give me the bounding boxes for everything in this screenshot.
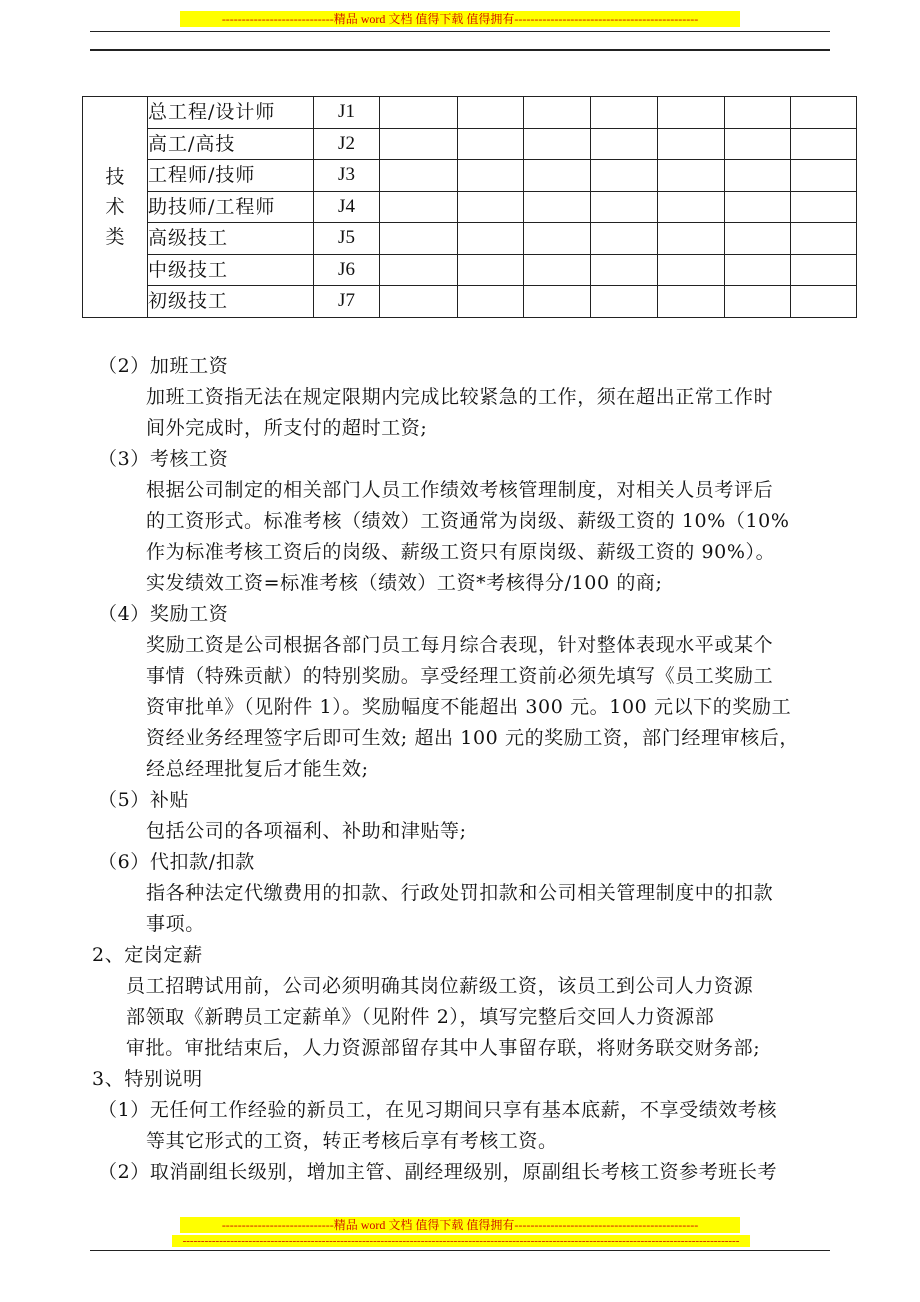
empty-cell — [458, 286, 524, 318]
empty-cell — [791, 191, 857, 223]
grade-code: J5 — [314, 223, 380, 255]
empty-cell — [380, 191, 458, 223]
paragraph-line: 间外完成时，所支付的超时工资; — [146, 417, 428, 439]
section-heading-special-notes: 3、特别说明 — [92, 1068, 203, 1090]
paragraph-line: 指各种法定代缴费用的扣款、行政处罚扣款和公司相关管理制度中的扣款 — [146, 882, 774, 904]
paragraph-line: 事情（特殊贡献）的特别奖励。享受经理工资前必须先填写《员工奖励工 — [146, 665, 774, 687]
empty-cell — [791, 286, 857, 318]
paragraph-line: （1）无任何工作经验的新员工，在见习期间只享有基本底薪，不享受绩效考核 — [98, 1099, 778, 1121]
empty-cell — [658, 128, 725, 160]
empty-cell — [791, 160, 857, 192]
paragraph-line: 加班工资指无法在规定限期内完成比较紧急的工作，须在超出正常工作时 — [146, 386, 774, 408]
grade-code: J6 — [314, 254, 380, 286]
paragraph-line: 经总经理批复后才能生效; — [146, 758, 369, 780]
empty-cell — [591, 160, 658, 192]
section-heading-assessment: （3）考核工资 — [98, 448, 229, 470]
paragraph-line: 作为标准考核工资后的岗级、薪级工资只有原岗级、薪级工资的 90%）。 — [146, 541, 776, 563]
empty-cell — [524, 191, 591, 223]
empty-cell — [725, 286, 791, 318]
table-row — [83, 191, 857, 223]
paragraph-line: （2）取消副组长级别，增加主管、副经理级别，原副组长考核工资参考班长考 — [98, 1161, 778, 1183]
table-row — [83, 160, 857, 192]
empty-cell — [591, 191, 658, 223]
empty-cell — [791, 97, 857, 129]
empty-cell — [658, 191, 725, 223]
grade-code: J2 — [314, 128, 380, 160]
footer-banner: ----------------------------精品 word 文档 值得下载 值得拥有---------------------------------------------- — [180, 1217, 740, 1233]
table-row — [83, 286, 857, 318]
grade-code: J7 — [314, 286, 380, 318]
category-char: 技 — [105, 165, 125, 188]
header-banner: ----------------------------精品 word 文档 值得下载 值得拥有---------------------------------------------- — [180, 11, 740, 27]
empty-cell — [380, 160, 458, 192]
paragraph-line: 根据公司制定的相关部门人员工作绩效考核管理制度，对相关人员考评后 — [146, 479, 774, 501]
table-row — [83, 254, 857, 286]
empty-cell — [524, 286, 591, 318]
grade-code: J4 — [314, 191, 380, 223]
grade-code: J3 — [314, 160, 380, 192]
position-title: 工程师/技师 — [148, 160, 314, 192]
empty-cell — [380, 223, 458, 255]
position-title: 初级技工 — [148, 286, 314, 318]
empty-cell — [725, 160, 791, 192]
section-heading-deduction: （6）代扣款/扣款 — [98, 851, 255, 873]
empty-cell — [658, 160, 725, 192]
position-title: 总工程/设计师 — [148, 97, 314, 129]
empty-cell — [725, 223, 791, 255]
empty-cell — [524, 97, 591, 129]
paragraph-line: 的工资形式。标准考核（绩效）工资通常为岗级、薪级工资的 10%（10% — [146, 510, 790, 532]
empty-cell — [725, 97, 791, 129]
empty-cell — [591, 254, 658, 286]
paragraph-line: 奖励工资是公司根据各部门员工每月综合表现，针对整体表现水平或某个 — [146, 634, 774, 656]
section-heading-subsidy: （5）补贴 — [98, 789, 190, 811]
empty-cell — [380, 286, 458, 318]
table-row — [83, 97, 857, 129]
empty-cell — [458, 254, 524, 286]
empty-cell — [380, 128, 458, 160]
grade-table — [82, 96, 857, 318]
paragraph-line: 员工招聘试用前，公司必须明确其岗位薪级工资，该员工到公司人力资源 — [126, 975, 754, 997]
paragraph-line: 事项。 — [146, 913, 205, 935]
empty-cell — [458, 128, 524, 160]
footer-dash-line: -------------------------------------------------------------------------------------------------------------------------------------------------------- — [172, 1235, 750, 1247]
position-title: 高级技工 — [148, 223, 314, 255]
empty-cell — [591, 286, 658, 318]
empty-cell — [791, 128, 857, 160]
position-title: 中级技工 — [148, 254, 314, 286]
empty-cell — [725, 128, 791, 160]
empty-cell — [524, 128, 591, 160]
paragraph-line: 等其它形式的工资，转正考核后享有考核工资。 — [146, 1130, 558, 1152]
empty-cell — [658, 286, 725, 318]
header-rule-thick — [90, 49, 830, 51]
empty-cell — [380, 254, 458, 286]
paragraph-line: 资经业务经理签字后即可生效; 超出 100 元的奖励工资，部门经理审核后， — [146, 727, 799, 749]
category-cell — [83, 97, 148, 318]
empty-cell — [658, 223, 725, 255]
footer-rule — [90, 1250, 830, 1251]
section-heading-salary-setting: 2、定岗定薪 — [92, 944, 203, 966]
empty-cell — [524, 223, 591, 255]
paragraph-line: 审批。审批结束后，人力资源部留存其中人事留存联，将财务联交财务部; — [126, 1037, 761, 1059]
category-char: 术 — [105, 195, 125, 218]
empty-cell — [791, 223, 857, 255]
empty-cell — [380, 97, 458, 129]
position-title: 助技师/工程师 — [148, 191, 314, 223]
empty-cell — [524, 254, 591, 286]
empty-cell — [791, 254, 857, 286]
empty-cell — [591, 97, 658, 129]
empty-cell — [658, 254, 725, 286]
section-heading-bonus: （4）奖励工资 — [98, 603, 229, 625]
paragraph-line: 实发绩效工资=标准考核（绩效）工资*考核得分/100 的商; — [146, 572, 663, 594]
empty-cell — [591, 128, 658, 160]
empty-cell — [458, 191, 524, 223]
category-char: 类 — [105, 225, 125, 248]
empty-cell — [524, 160, 591, 192]
header-rule — [90, 31, 830, 32]
section-heading-overtime: （2）加班工资 — [98, 355, 229, 377]
empty-cell — [458, 160, 524, 192]
empty-cell — [591, 223, 658, 255]
paragraph-line: 部领取《新聘员工定薪单》（见附件 2），填写完整后交回人力资源部 — [126, 1006, 715, 1028]
empty-cell — [658, 97, 725, 129]
empty-cell — [458, 223, 524, 255]
table-row — [83, 128, 857, 160]
paragraph-line: 包括公司的各项福利、补助和津贴等; — [146, 820, 467, 842]
empty-cell — [725, 191, 791, 223]
empty-cell — [458, 97, 524, 129]
position-title: 高工/高技 — [148, 128, 314, 160]
grade-code: J1 — [314, 97, 380, 129]
empty-cell — [725, 254, 791, 286]
table-row — [83, 223, 857, 255]
paragraph-line: 资审批单》（见附件 1）。奖励幅度不能超出 300 元。100 元以下的奖励工 — [146, 696, 792, 718]
